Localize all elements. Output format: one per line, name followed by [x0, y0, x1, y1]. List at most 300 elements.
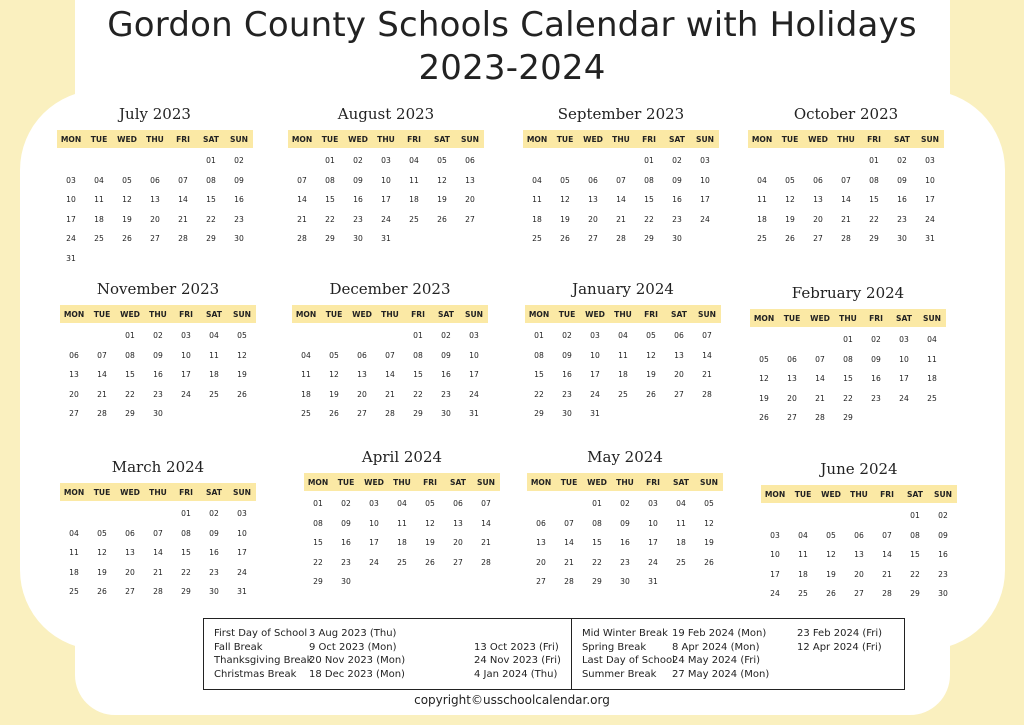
- day-cell: 25: [798, 589, 808, 598]
- day-cell: 12: [704, 518, 714, 528]
- day-cell: 06: [588, 175, 598, 185]
- day-cell: 10: [369, 518, 379, 528]
- day-cell: 12: [97, 548, 107, 557]
- day-cell: 21: [97, 389, 107, 399]
- day-cell: 22: [592, 557, 602, 567]
- legend-start: 27 May 2024 (Mon): [671, 668, 770, 680]
- day-cell: 04: [409, 156, 419, 165]
- day-cell: 10: [181, 350, 191, 360]
- day-cell: 21: [882, 569, 892, 579]
- day-cell: 02: [341, 499, 351, 508]
- day-cell: 27: [787, 413, 797, 422]
- day-cell: 30: [209, 587, 219, 596]
- day-cell: 26: [425, 557, 435, 567]
- day-cell: 12: [759, 374, 769, 383]
- day-cell: 01: [125, 331, 135, 340]
- day-cell: 09: [353, 175, 363, 185]
- day-cell: 14: [153, 548, 163, 557]
- day-cell: 27: [588, 234, 598, 243]
- month-name: July 2023: [119, 105, 191, 123]
- day-cell: 29: [125, 409, 135, 418]
- day-cell: 07: [815, 354, 825, 364]
- day-cell: 11: [397, 518, 407, 528]
- day-cell: 02: [209, 509, 219, 518]
- day-cell: 11: [532, 195, 542, 204]
- day-cell: 23: [871, 393, 881, 403]
- day-cell: 22: [869, 214, 879, 224]
- day-cell: 02: [938, 511, 948, 520]
- day-blank: [778, 330, 806, 350]
- day-blank: [376, 326, 404, 346]
- month-5: [292, 278, 488, 424]
- day-cell: 04: [94, 175, 104, 185]
- day-cell: 13: [357, 370, 367, 379]
- day-cell: 02: [897, 156, 907, 165]
- day-cell: 06: [125, 528, 135, 538]
- day-blank: [776, 151, 804, 171]
- weekday-label: SAT: [907, 489, 923, 499]
- day-cell: 28: [564, 577, 574, 586]
- day-cell: 28: [297, 234, 307, 243]
- day-cell: 03: [770, 530, 780, 540]
- weekday-label: MON: [291, 134, 313, 144]
- weekday-label: WED: [810, 313, 830, 323]
- weekday-label: FRI: [880, 489, 894, 499]
- day-cell: 04: [618, 331, 628, 340]
- day-cell: 10: [237, 528, 247, 538]
- weekday-label: TUE: [325, 309, 343, 319]
- day-cell: 08: [313, 518, 323, 528]
- day-cell: 02: [672, 156, 682, 165]
- day-grid: [288, 151, 484, 249]
- day-cell: 13: [536, 538, 546, 547]
- day-cell: 16: [153, 370, 163, 379]
- day-cell: 20: [125, 567, 135, 577]
- day-cell: 10: [590, 350, 600, 360]
- day-cell: 14: [702, 350, 712, 360]
- day-cell: 24: [925, 214, 935, 224]
- day-cell: 20: [150, 214, 160, 224]
- day-cell: 19: [122, 214, 132, 224]
- day-cell: 30: [441, 409, 451, 418]
- weekday-label: THU: [850, 489, 868, 499]
- day-cell: 05: [826, 530, 836, 540]
- day-cell: 30: [341, 577, 351, 586]
- day-cell: 26: [704, 557, 714, 567]
- day-cell: 04: [676, 499, 686, 508]
- day-cell: 23: [938, 569, 948, 579]
- day-blank: [523, 151, 551, 171]
- weekday-label: SAT: [206, 309, 222, 319]
- weekday-label: THU: [393, 477, 411, 487]
- day-grid: [292, 326, 488, 424]
- day-cell: 08: [869, 175, 879, 185]
- day-cell: 07: [882, 530, 892, 540]
- day-cell: 27: [465, 214, 475, 224]
- day-cell: 04: [757, 175, 767, 185]
- month-name: December 2023: [329, 280, 451, 298]
- day-cell: 15: [592, 538, 602, 547]
- day-cell: 19: [646, 370, 656, 379]
- day-cell: 15: [125, 370, 135, 379]
- day-cell: 09: [209, 528, 219, 538]
- month-name: March 2024: [111, 458, 205, 476]
- month-name: September 2023: [557, 105, 685, 123]
- legend-start: 18 Dec 2023 (Mon): [309, 668, 405, 680]
- day-cell: 24: [381, 214, 391, 224]
- legend-label: Thanksgiving Break: [214, 655, 313, 666]
- day-blank: [320, 326, 348, 346]
- weekday-label: TUE: [558, 309, 576, 319]
- day-cell: 17: [66, 214, 76, 224]
- day-blank: [169, 151, 197, 171]
- day-cell: 31: [381, 234, 391, 243]
- day-cell: 11: [798, 550, 808, 559]
- weekday-label: FRI: [179, 487, 193, 497]
- day-cell: 04: [209, 331, 219, 340]
- day-cell: 28: [97, 409, 107, 418]
- day-cell: 09: [441, 350, 451, 360]
- day-cell: 22: [125, 389, 135, 399]
- month-10: [527, 446, 723, 592]
- day-cell: 22: [843, 393, 853, 403]
- day-cell: 30: [353, 234, 363, 243]
- weekday-label: WED: [364, 477, 384, 487]
- weekday-label: FRI: [869, 313, 883, 323]
- day-cell: 26: [759, 413, 769, 422]
- legend-row: [214, 654, 561, 668]
- day-cell: 28: [385, 409, 395, 418]
- day-grid: [748, 151, 944, 249]
- day-cell: 22: [910, 569, 920, 579]
- day-cell: 10: [700, 175, 710, 185]
- day-cell: 16: [620, 538, 630, 547]
- day-blank: [579, 151, 607, 171]
- day-cell: 03: [381, 156, 391, 165]
- day-blank: [817, 506, 845, 526]
- weekday-label: SAT: [438, 309, 454, 319]
- day-cell: 02: [562, 331, 572, 340]
- day-cell: 24: [899, 393, 909, 403]
- day-cell: 27: [357, 409, 367, 418]
- day-cell: 09: [234, 175, 244, 185]
- day-cell: 01: [534, 331, 544, 340]
- legend-label: Fall Break: [214, 641, 263, 653]
- day-grid: [57, 151, 253, 268]
- legend-start: 9 Oct 2023 (Mon): [309, 641, 397, 653]
- weekday-label: FRI: [867, 134, 881, 144]
- day-cell: 16: [234, 195, 244, 204]
- day-cell: 09: [871, 354, 881, 364]
- day-cell: 21: [297, 214, 307, 224]
- day-cell: 11: [927, 354, 937, 364]
- day-cell: 12: [122, 195, 132, 204]
- day-cell: 26: [97, 587, 107, 596]
- day-cell: 10: [381, 175, 391, 185]
- weekday-label: THU: [381, 309, 399, 319]
- month-name: August 2023: [337, 105, 435, 123]
- day-cell: 11: [676, 518, 686, 528]
- day-cell: 17: [181, 370, 191, 379]
- day-cell: 04: [927, 335, 937, 344]
- day-cell: 25: [301, 409, 311, 418]
- day-cell: 05: [329, 350, 339, 360]
- legend-start: 3 Aug 2023 (Thu): [309, 628, 397, 639]
- day-cell: 16: [209, 548, 219, 557]
- weekday-label: SUN: [934, 489, 952, 499]
- day-cell: 20: [536, 557, 546, 567]
- day-blank: [144, 504, 172, 524]
- weekday-label: FRI: [423, 477, 437, 487]
- day-blank: [607, 151, 635, 171]
- weekday-label: TUE: [90, 134, 108, 144]
- day-cell: 16: [871, 374, 881, 383]
- weekday-header: [292, 305, 488, 323]
- day-blank: [551, 151, 579, 171]
- legend-label: Mid Winter Break: [581, 628, 668, 639]
- day-cell: 26: [560, 234, 570, 243]
- day-cell: 05: [425, 499, 435, 508]
- weekday-label: WED: [117, 134, 137, 144]
- weekday-label: TUE: [93, 309, 111, 319]
- day-cell: 11: [757, 195, 767, 204]
- day-blank: [60, 504, 88, 524]
- day-cell: 24: [770, 589, 780, 598]
- day-cell: 23: [341, 557, 351, 567]
- legend-label: First Day of School: [214, 628, 308, 639]
- day-cell: 06: [69, 350, 79, 360]
- day-cell: 25: [209, 389, 219, 399]
- day-cell: 19: [329, 389, 339, 399]
- legend-label: Christmas Break: [214, 668, 297, 680]
- day-cell: 01: [413, 331, 423, 340]
- legend-row: [214, 668, 561, 682]
- day-cell: 27: [69, 409, 79, 418]
- day-grid: [523, 151, 719, 249]
- weekday-label: SAT: [450, 477, 466, 487]
- month-name: November 2023: [96, 280, 220, 298]
- day-cell: 10: [925, 175, 935, 185]
- day-cell: 03: [469, 331, 479, 340]
- day-cell: 31: [648, 577, 658, 586]
- day-cell: 11: [618, 350, 628, 360]
- day-cell: 19: [759, 393, 769, 403]
- weekday-label: FRI: [176, 134, 190, 144]
- day-cell: 15: [843, 374, 853, 383]
- day-cell: 19: [704, 538, 714, 547]
- day-cell: 25: [757, 234, 767, 243]
- day-cell: 27: [536, 577, 546, 586]
- day-cell: 07: [153, 528, 163, 538]
- day-cell: 05: [122, 175, 132, 185]
- day-cell: 21: [815, 393, 825, 403]
- day-cell: 28: [882, 589, 892, 598]
- day-cell: 10: [66, 195, 76, 204]
- day-cell: 12: [785, 195, 795, 204]
- day-cell: 15: [206, 195, 216, 204]
- day-cell: 22: [181, 567, 191, 577]
- day-cell: 17: [381, 195, 391, 204]
- day-cell: 20: [787, 393, 797, 403]
- day-cell: 07: [97, 350, 107, 360]
- day-cell: 15: [644, 195, 654, 204]
- day-cell: 29: [869, 234, 879, 243]
- day-blank: [88, 326, 116, 346]
- day-cell: 02: [234, 156, 244, 165]
- weekday-label: MON: [751, 134, 773, 144]
- weekday-label: SUN: [696, 134, 714, 144]
- legend-label: Spring Break: [581, 641, 647, 653]
- day-cell: 30: [153, 409, 163, 418]
- day-grid: [527, 494, 723, 592]
- weekday-label: SUN: [230, 134, 248, 144]
- day-blank: [88, 504, 116, 524]
- day-cell: 06: [854, 530, 864, 540]
- day-cell: 10: [899, 354, 909, 364]
- month-name: October 2023: [793, 105, 899, 123]
- legend-start: 20 Nov 2023 (Mon): [309, 655, 406, 666]
- day-cell: 29: [206, 234, 216, 243]
- day-cell: 02: [153, 331, 163, 340]
- day-cell: 28: [178, 234, 188, 243]
- weekday-header: [60, 483, 256, 501]
- day-cell: 19: [437, 195, 447, 204]
- weekday-label: SUN: [461, 134, 479, 144]
- day-cell: 09: [562, 350, 572, 360]
- day-cell: 06: [813, 175, 823, 185]
- day-cell: 28: [481, 557, 491, 567]
- month-name: May 2024: [587, 448, 663, 466]
- day-cell: 23: [153, 389, 163, 399]
- day-blank: [348, 326, 376, 346]
- day-cell: 29: [534, 409, 544, 418]
- day-cell: 06: [357, 350, 367, 360]
- day-blank: [845, 506, 873, 526]
- weekday-label: MON: [528, 309, 550, 319]
- day-cell: 27: [674, 389, 684, 399]
- day-cell: 28: [815, 413, 825, 422]
- day-cell: 18: [69, 567, 79, 577]
- legend-row: [582, 654, 894, 668]
- weekday-label: WED: [821, 489, 841, 499]
- day-cell: 29: [644, 234, 654, 243]
- day-cell: 12: [425, 518, 435, 528]
- day-cell: 27: [813, 234, 823, 243]
- day-cell: 22: [534, 389, 544, 399]
- day-blank: [288, 151, 316, 171]
- day-cell: 19: [560, 214, 570, 224]
- day-cell: 06: [787, 354, 797, 364]
- day-cell: 18: [409, 195, 419, 204]
- day-cell: 14: [815, 374, 825, 383]
- day-cell: 03: [925, 156, 935, 165]
- day-cell: 08: [910, 530, 920, 540]
- day-cell: 11: [301, 370, 311, 379]
- legend-row: [582, 627, 894, 641]
- day-cell: 01: [313, 499, 323, 508]
- day-cell: 07: [702, 331, 712, 340]
- legend-end: 23 Feb 2024 (Fri): [796, 628, 883, 639]
- day-blank: [141, 151, 169, 171]
- day-cell: 27: [125, 587, 135, 596]
- day-cell: 05: [237, 331, 247, 340]
- page-title-line-1: Gordon County Schools Calendar with Holidays: [107, 5, 917, 45]
- day-cell: 04: [532, 175, 542, 185]
- day-cell: 17: [237, 548, 247, 557]
- weekday-label: THU: [614, 309, 632, 319]
- day-cell: 25: [532, 234, 542, 243]
- weekday-label: WED: [583, 134, 603, 144]
- day-cell: 20: [674, 370, 684, 379]
- day-cell: 19: [785, 214, 795, 224]
- day-cell: 18: [927, 374, 937, 383]
- day-grid: [60, 504, 256, 602]
- day-cell: 30: [234, 234, 244, 243]
- weekday-label: TUE: [560, 477, 578, 487]
- day-cell: 29: [181, 587, 191, 596]
- day-cell: 07: [564, 518, 574, 528]
- weekday-label: MON: [63, 309, 85, 319]
- day-cell: 27: [854, 589, 864, 598]
- day-cell: 08: [534, 350, 544, 360]
- day-cell: 22: [644, 214, 654, 224]
- day-blank: [804, 151, 832, 171]
- weekday-header: [304, 473, 500, 491]
- day-cell: 10: [469, 350, 479, 360]
- weekday-label: SUN: [233, 487, 251, 497]
- day-cell: 02: [353, 156, 363, 165]
- day-cell: 03: [899, 335, 909, 344]
- day-cell: 13: [787, 374, 797, 383]
- weekday-label: SUN: [923, 313, 941, 323]
- weekday-label: FRI: [411, 309, 425, 319]
- day-cell: 23: [234, 214, 244, 224]
- day-cell: 14: [481, 518, 491, 528]
- day-cell: 03: [237, 509, 247, 518]
- day-cell: 01: [325, 156, 335, 165]
- day-cell: 31: [469, 409, 479, 418]
- day-cell: 01: [181, 509, 191, 518]
- day-cell: 24: [469, 389, 479, 399]
- day-cell: 26: [122, 234, 132, 243]
- day-cell: 26: [237, 389, 247, 399]
- day-cell: 29: [592, 577, 602, 586]
- day-cell: 18: [209, 370, 219, 379]
- weekday-label: WED: [587, 477, 607, 487]
- weekday-label: MON: [60, 134, 82, 144]
- day-cell: 20: [465, 195, 475, 204]
- day-cell: 17: [899, 374, 909, 383]
- weekday-label: THU: [149, 309, 167, 319]
- month-3: [748, 103, 944, 249]
- day-cell: 25: [94, 234, 104, 243]
- weekday-label: MON: [63, 487, 85, 497]
- day-grid: [60, 326, 256, 424]
- day-cell: 13: [453, 518, 463, 528]
- day-cell: 12: [826, 550, 836, 559]
- day-cell: 29: [910, 589, 920, 598]
- weekday-label: FRI: [644, 309, 658, 319]
- day-cell: 03: [590, 331, 600, 340]
- day-cell: 29: [413, 409, 423, 418]
- day-cell: 13: [813, 195, 823, 204]
- day-cell: 23: [672, 214, 682, 224]
- day-cell: 27: [150, 234, 160, 243]
- weekday-header: [527, 473, 723, 491]
- day-cell: 06: [536, 518, 546, 528]
- day-cell: 14: [882, 550, 892, 559]
- day-cell: 05: [704, 499, 714, 508]
